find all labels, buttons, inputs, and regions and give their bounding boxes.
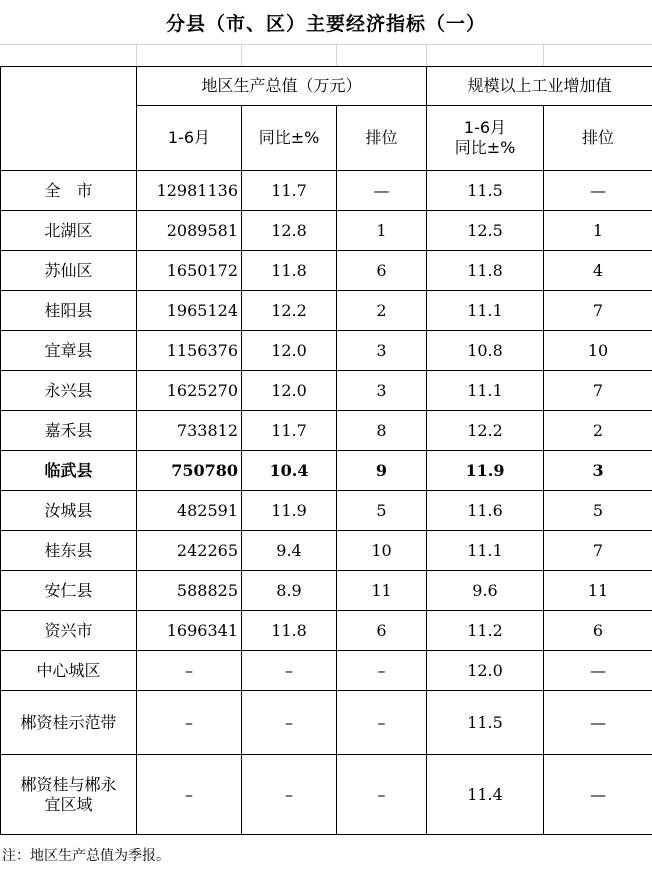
gdp-rank: 2 [337,291,427,331]
gdp-rank: – [337,651,427,691]
table-row [1,331,652,371]
industry-yoy-header-line2: 同比±% [454,138,516,157]
table-row [1,491,652,531]
gdp-rank: 3 [337,331,427,371]
gdp-rank: 6 [337,251,427,291]
industry-rank: 7 [544,531,652,571]
industry-yoy-header-line1: 1-6月 [463,118,507,137]
gdp-value: – [137,755,242,835]
region-name: 中心城区 [1,651,137,691]
table-row [1,171,652,211]
gdp-value: 242265 [137,531,242,571]
region-name: 郴资桂示范带 [1,691,137,755]
sheet-gridline [543,44,544,66]
gdp-yoy: 11.9 [242,491,337,531]
industry-yoy: 12.2 [427,411,544,451]
gdp-value: 733812 [137,411,242,451]
gdp-value: 750780 [137,451,242,491]
industry-yoy: 11.6 [427,491,544,531]
gdp-yoy: 12.2 [242,291,337,331]
region-name: 桂阳县 [1,291,137,331]
sheet-gridline [241,44,242,66]
industry-yoy: 11.5 [427,691,544,755]
gdp-value: 1965124 [137,291,242,331]
gdp-value: 1696341 [137,611,242,651]
gdp-value: – [137,651,242,691]
page-title: 分县（市、区）主要经济指标（一） [165,12,486,35]
industry-rank: 2 [544,411,652,451]
sheet-gridline [0,44,652,45]
gdp-value: – [137,691,242,755]
table-row [1,611,652,651]
table-row [1,211,652,251]
footnote: 注：地区生产总值为季报。 [2,848,170,864]
gdp-rank: 1 [337,211,427,251]
gdp-value: 482591 [137,491,242,531]
industry-rank: — [544,171,652,211]
industry-yoy: 9.6 [427,571,544,611]
region-name: 嘉禾县 [1,411,137,451]
industry-yoy: 10.8 [427,331,544,371]
table-row [1,291,652,331]
industry-rank: 11 [544,571,652,611]
table-row [1,531,652,571]
table-row-highlighted [1,451,652,491]
industry-rank: 6 [544,611,652,651]
gdp-value: 12981136 [137,171,242,211]
gdp-yoy: 12.0 [242,371,337,411]
industry-rank: 7 [544,371,652,411]
table-row [1,755,652,835]
gdp-rank: — [337,171,427,211]
industry-rank: 3 [544,451,652,491]
table-row [1,651,652,691]
industry-yoy-header [427,106,544,171]
gdp-yoy: 11.8 [242,251,337,291]
table-row [1,251,652,291]
gdp-rank: 10 [337,531,427,571]
gdp-yoy: – [242,691,337,755]
industry-rank: 5 [544,491,652,531]
industry-rank: 7 [544,291,652,331]
table-row [1,691,652,755]
region-name: 桂东县 [1,531,137,571]
gdp-rank: 5 [337,491,427,531]
gdp-yoy: 8.9 [242,571,337,611]
region-name: 安仁县 [1,571,137,611]
industry-rank: — [544,651,652,691]
gdp-rank: 8 [337,411,427,451]
industry-yoy: 11.5 [427,171,544,211]
industry-yoy: 11.1 [427,291,544,331]
corner-header-cell [1,67,137,171]
industry-yoy: 12.0 [427,651,544,691]
sheet-gridline [336,44,337,66]
region-name: 北湖区 [1,211,137,251]
industry-yoy: 11.1 [427,531,544,571]
table-row [1,571,652,611]
gdp-yoy: – [242,755,337,835]
table-row [1,411,652,451]
gdp-yoy: 9.4 [242,531,337,571]
industry-rank: — [544,755,652,835]
gdp-rank: 9 [337,451,427,491]
region-name: 汝城县 [1,491,137,531]
gdp-value: 1625270 [137,371,242,411]
gdp-rank-header: 排位 [337,106,427,171]
gdp-period-header: 1-6月 [137,106,242,171]
gdp-rank: – [337,755,427,835]
sheet-gridline [136,44,137,66]
gdp-value: 1156376 [137,331,242,371]
gdp-group-header: 地区生产总值（万元） [137,67,427,106]
region-name-line2: 宜区域 [44,794,93,814]
region-name [1,755,137,835]
gdp-value: 2089581 [137,211,242,251]
gdp-yoy: – [242,651,337,691]
table-row [1,371,652,411]
region-name: 全 市 [1,171,137,211]
gdp-yoy: 12.8 [242,211,337,251]
gdp-value: 1650172 [137,251,242,291]
region-name: 资兴市 [1,611,137,651]
industry-yoy: 11.4 [427,755,544,835]
gdp-yoy: 11.8 [242,611,337,651]
gdp-yoy: 11.7 [242,171,337,211]
industry-rank: — [544,691,652,755]
gdp-rank: 11 [337,571,427,611]
region-name: 永兴县 [1,371,137,411]
industry-rank: 4 [544,251,652,291]
gdp-yoy-header: 同比±% [242,106,337,171]
industry-yoy: 11.2 [427,611,544,651]
industry-rank-header: 排位 [544,106,652,171]
gdp-yoy: 10.4 [242,451,337,491]
gdp-rank: 3 [337,371,427,411]
industry-yoy: 11.9 [427,451,544,491]
industry-yoy: 11.8 [427,251,544,291]
gdp-value: 588825 [137,571,242,611]
gdp-rank: 6 [337,611,427,651]
region-name: 临武县 [1,451,137,491]
industry-yoy: 11.1 [427,371,544,411]
industry-yoy: 12.5 [427,211,544,251]
region-name-line1: 郴资桂与郴永 [20,774,117,794]
industry-group-header: 规模以上工业增加值 [427,67,652,106]
industry-rank: 1 [544,211,652,251]
gdp-yoy: 12.0 [242,331,337,371]
region-name: 宜章县 [1,331,137,371]
indicator-table [0,66,652,835]
industry-rank: 10 [544,331,652,371]
gdp-yoy: 11.7 [242,411,337,451]
sheet-gridline [426,44,427,66]
gdp-rank: – [337,691,427,755]
region-name: 苏仙区 [1,251,137,291]
